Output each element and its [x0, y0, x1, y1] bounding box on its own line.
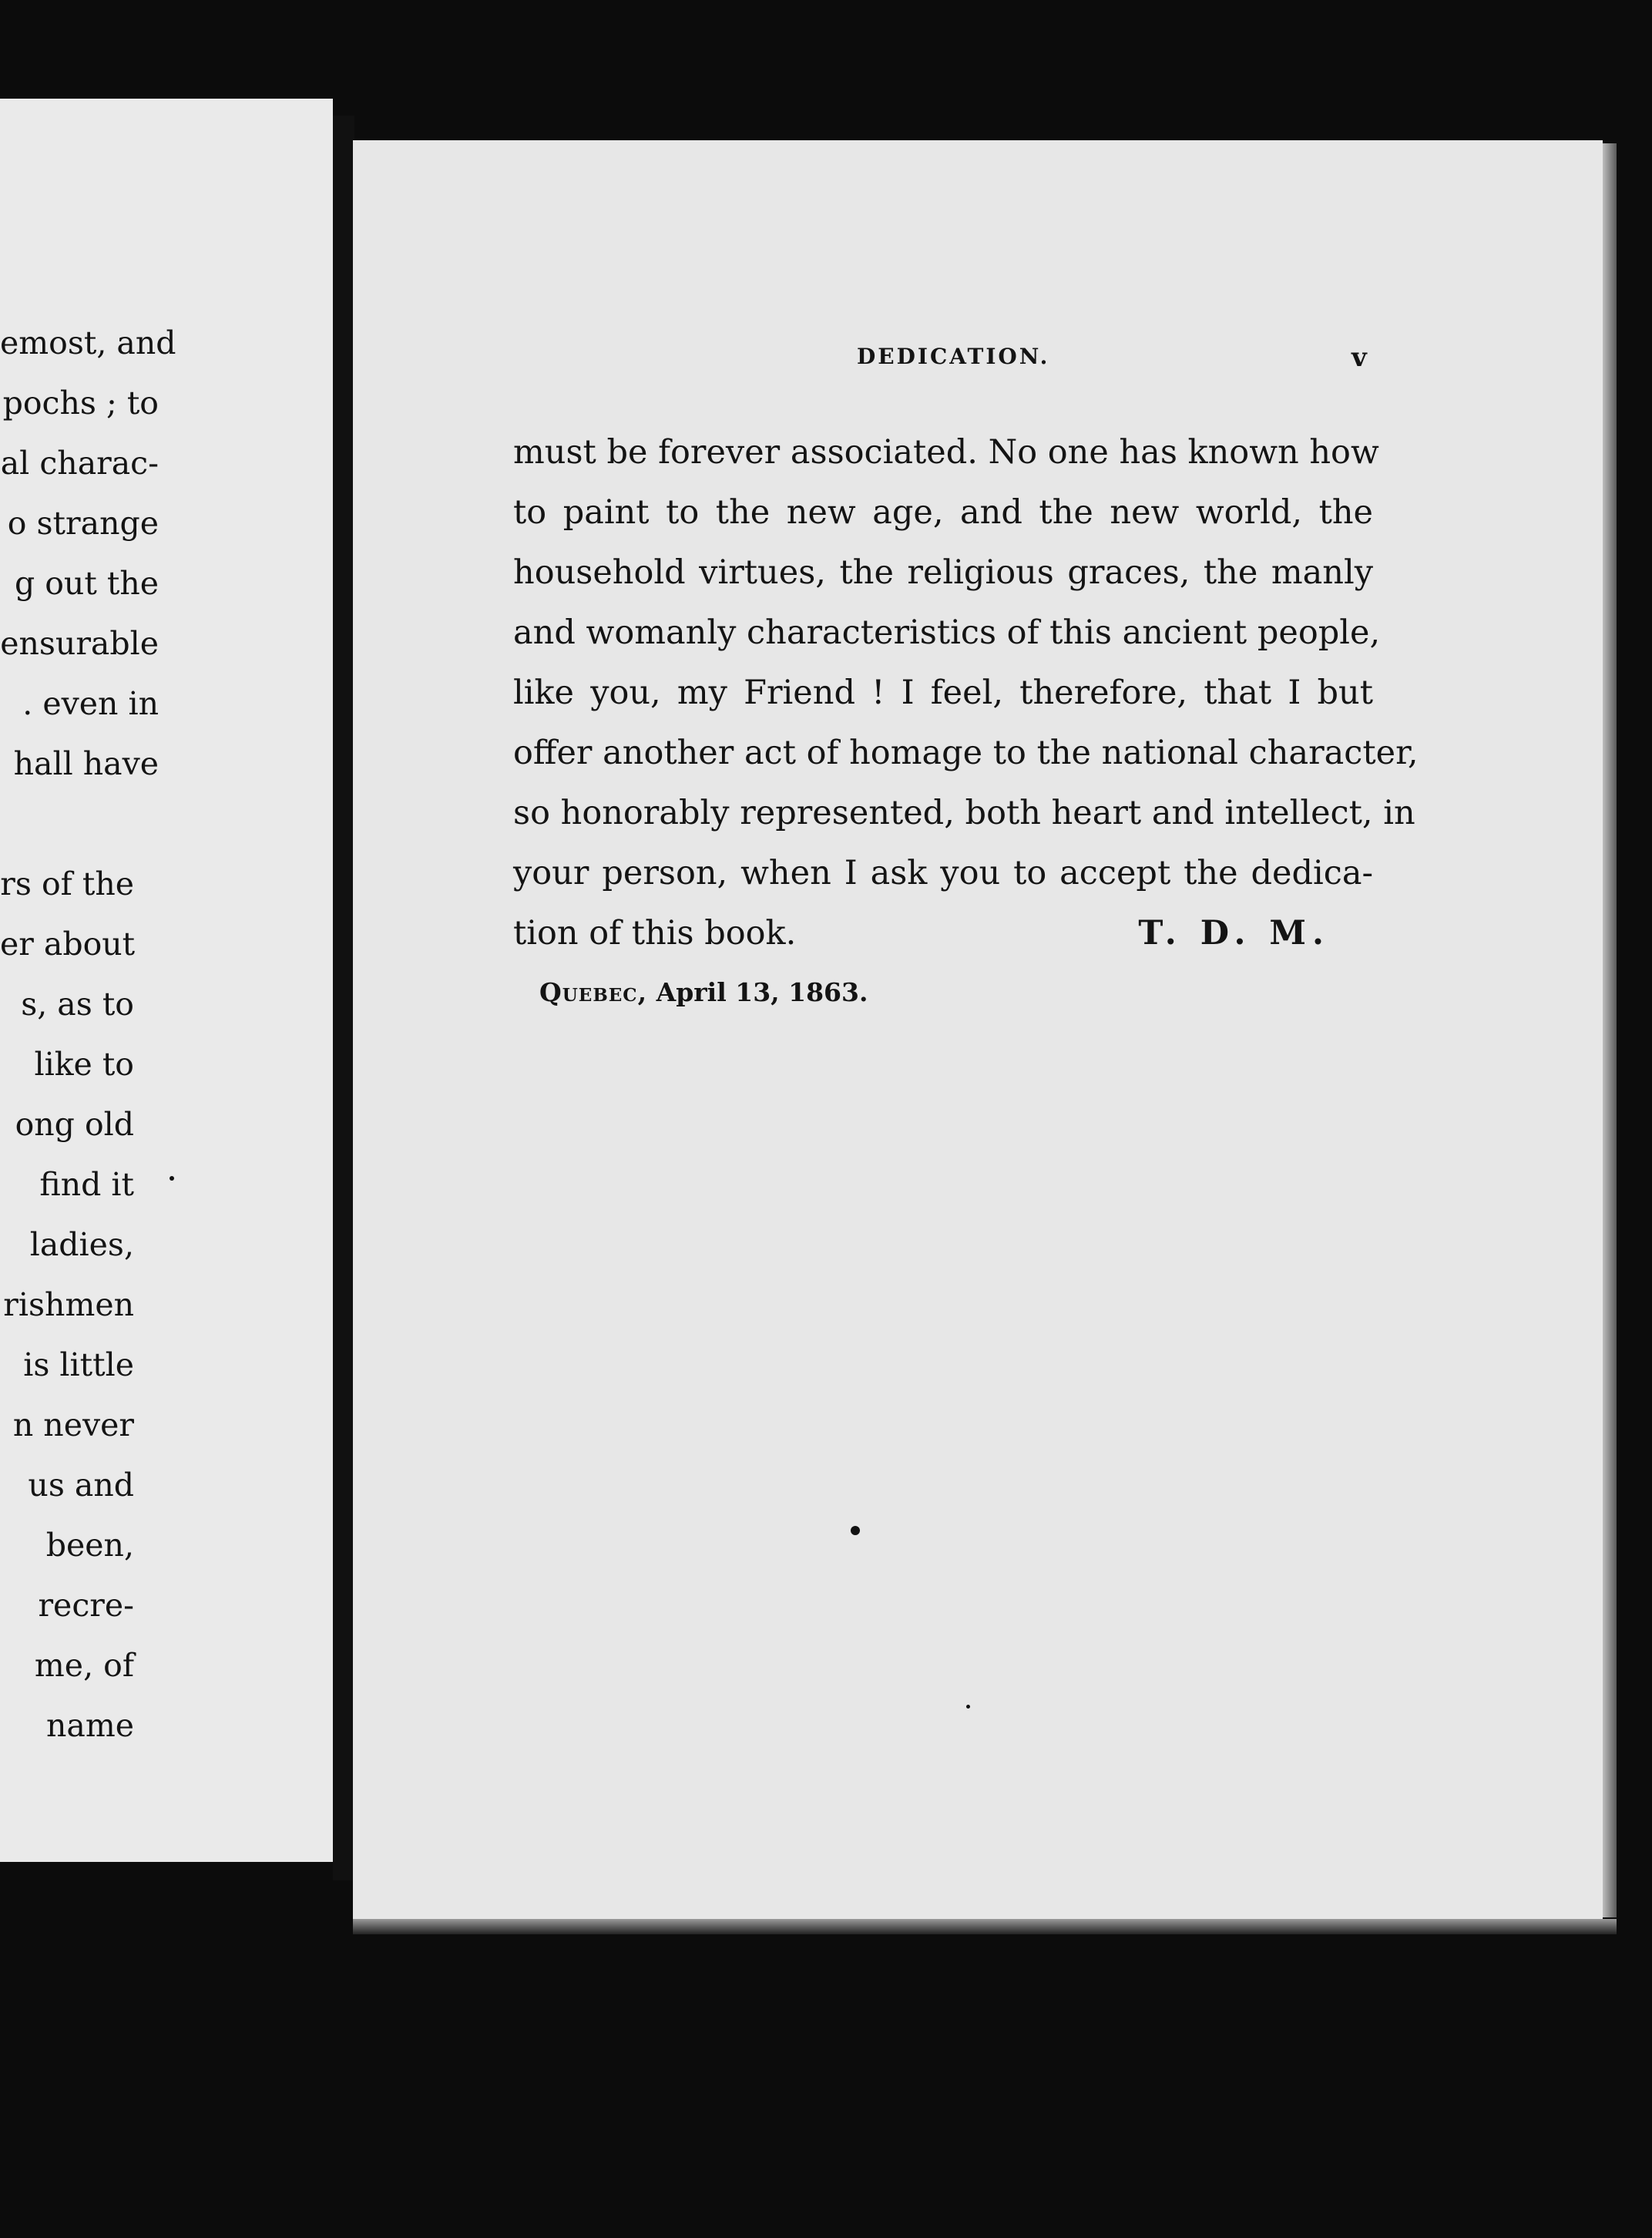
- previous-page-line: o strange: [7, 505, 159, 542]
- previous-page-line: al charac-: [0, 445, 159, 482]
- ink-speck: [966, 1705, 970, 1709]
- previous-page-line: pochs ; to: [2, 385, 159, 422]
- previous-page-line: er about: [0, 926, 136, 963]
- text-line: must be forever associated. No one has known how: [513, 433, 1379, 472]
- previous-page-line: s, as to: [21, 986, 134, 1023]
- text-line: household virtues, the religious graces, the manly: [513, 553, 1373, 592]
- closing-line: [513, 903, 1373, 963]
- previous-page-line: us and: [28, 1467, 134, 1504]
- signature-initials: T. D. M.: [1138, 914, 1330, 953]
- previous-page-line: emost, and: [0, 324, 176, 361]
- previous-page-line: . even in: [22, 685, 159, 722]
- previous-page-text: [0, 99, 333, 1862]
- previous-page-line: name: [46, 1707, 134, 1744]
- book-gutter: [333, 116, 354, 1880]
- previous-page-line: hall have: [13, 745, 159, 782]
- running-head: DEDICATION.: [857, 344, 1050, 369]
- page-bottom-shadow: [353, 1919, 1617, 1934]
- previous-page-line: been,: [45, 1527, 134, 1564]
- previous-page-line: recre-: [38, 1587, 134, 1624]
- ink-speck: [851, 1526, 860, 1535]
- page-number: v: [1351, 342, 1367, 373]
- text-line: tion of this book.: [513, 914, 797, 953]
- previous-page-line: rs of the: [0, 865, 134, 902]
- previous-page-line: n never: [12, 1406, 134, 1443]
- place: Quebec,: [539, 977, 648, 1007]
- text-line: offer another act of homage to the national character,: [513, 734, 1419, 772]
- text-line: to paint to the new age, and the new world, the: [513, 493, 1373, 532]
- place-and-date: [539, 977, 868, 1007]
- previous-page: [0, 99, 333, 1862]
- ink-speck: [170, 1176, 174, 1181]
- dedication-text: [513, 422, 1419, 963]
- previous-page-line: me, of: [34, 1647, 134, 1684]
- text-line: like you, my Friend ! I feel, therefore, that I but: [513, 674, 1373, 712]
- previous-page-line: ong old: [15, 1106, 134, 1143]
- previous-page-line: rishmen: [3, 1286, 134, 1323]
- previous-page-line: is little: [23, 1346, 134, 1383]
- previous-page-line: find it: [39, 1166, 134, 1203]
- text-line: and womanly characteristics of this ancient people,: [513, 613, 1381, 652]
- previous-page-line: ladies,: [29, 1226, 134, 1263]
- previous-page-line: g out the: [14, 565, 159, 602]
- text-line: so honorably represented, both heart and intellect, in: [513, 794, 1415, 832]
- previous-page-line: like to: [34, 1046, 134, 1083]
- text-line: your person, when I ask you to accept the dedica-: [513, 854, 1373, 892]
- dedication-page: [353, 140, 1603, 1927]
- date: April 13, 1863.: [656, 977, 868, 1007]
- previous-page-line: ensurable: [0, 625, 159, 662]
- page-edge: [1603, 143, 1617, 1917]
